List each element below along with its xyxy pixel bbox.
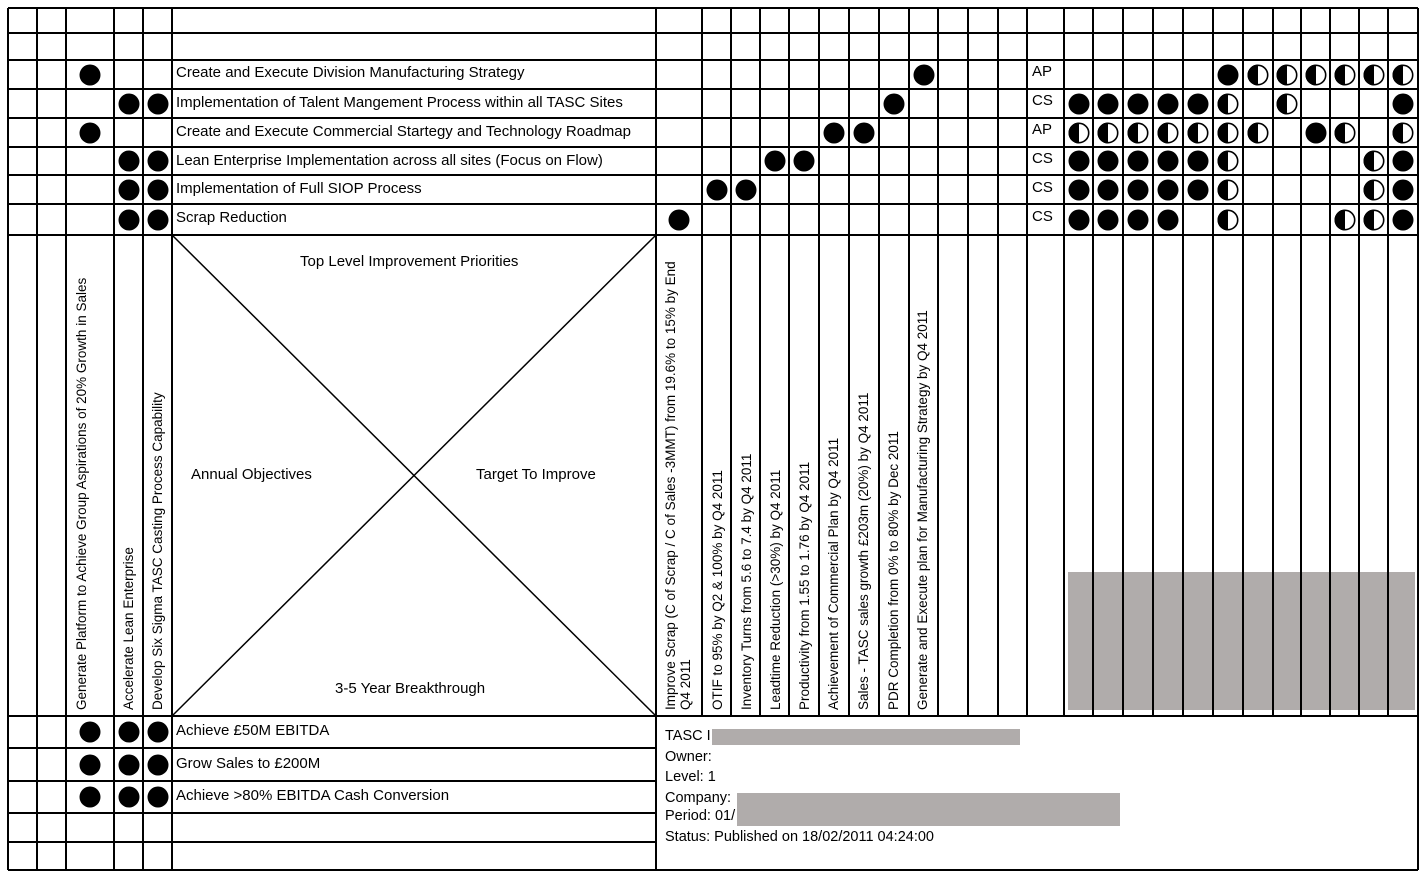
grid-line-h	[8, 812, 656, 814]
annual-objective-label: Grow Sales to £200M	[176, 755, 321, 772]
full-circle-mark	[1096, 178, 1120, 202]
target-label: Achievement of Commercial Plan by Q4 2011	[826, 437, 841, 710]
half-circle-mark	[1333, 208, 1357, 232]
full-circle-mark	[146, 720, 170, 744]
full-circle-mark	[763, 149, 787, 173]
full-circle-mark	[1096, 208, 1120, 232]
half-circle-mark	[1067, 121, 1091, 145]
full-circle-mark	[117, 785, 141, 809]
target-label: OTIF to 95% by Q2 & 100% by Q4 2011	[710, 470, 725, 710]
full-circle-mark	[78, 121, 102, 145]
target-label: Sales - TASC sales growth £203m (20%) by Q4 2011	[856, 392, 871, 710]
grid-line-h	[8, 203, 1418, 205]
info-level: Level: 1	[665, 769, 716, 785]
full-circle-mark	[117, 178, 141, 202]
full-circle-mark	[734, 178, 758, 202]
full-circle-mark	[852, 121, 876, 145]
full-circle-mark	[882, 92, 906, 116]
target-label: Inventory Turns from 5.6 to 7.4 by Q4 2011	[739, 453, 754, 710]
priority-label: Implementation of Talent Mangement Process within all TASC Sites	[176, 94, 623, 111]
full-circle-mark	[1186, 92, 1210, 116]
target-label: Productivity from 1.55 to 1.76 by Q4 2011	[797, 461, 812, 710]
grid-line-v	[655, 716, 657, 870]
full-circle-mark	[78, 785, 102, 809]
half-circle-mark	[1391, 121, 1415, 145]
owner-code: CS	[1032, 92, 1053, 109]
full-circle-mark	[1096, 149, 1120, 173]
full-circle-mark	[1391, 208, 1415, 232]
target-label: PDR Completion from 0% to 80% by Dec 2011	[886, 431, 901, 710]
grid-line-v	[967, 8, 969, 716]
grid-line-v	[908, 8, 910, 716]
full-circle-mark	[146, 149, 170, 173]
full-circle-mark	[822, 121, 846, 145]
breakthrough-label: Generate Platform to Achieve Group Aspirations of 20% Growth in Sales	[74, 277, 89, 710]
grid-line-v	[878, 8, 880, 716]
grid-line-v	[1242, 8, 1244, 716]
grid-line-h	[8, 88, 1418, 90]
priority-label: Create and Execute Commercial Startegy and Technology Roadmap	[176, 123, 631, 140]
owner-code: CS	[1032, 208, 1053, 225]
full-circle-mark	[1126, 178, 1150, 202]
half-circle-mark	[1362, 208, 1386, 232]
half-circle-mark	[1216, 178, 1240, 202]
half-circle-mark	[1126, 121, 1150, 145]
info-panel	[665, 726, 934, 847]
full-circle-mark	[146, 753, 170, 777]
half-circle-mark	[1333, 121, 1357, 145]
half-circle-mark	[1275, 63, 1299, 87]
info-owner: Owner:	[665, 748, 712, 765]
info-name: TASC I	[665, 728, 711, 744]
full-circle-mark	[1067, 92, 1091, 116]
full-circle-mark	[1126, 208, 1150, 232]
full-circle-mark	[1186, 178, 1210, 202]
full-circle-mark	[1156, 92, 1180, 116]
priority-label: Scrap Reduction	[176, 209, 287, 226]
corner-top-label: Top Level Improvement Priorities	[300, 253, 519, 270]
grid-line-v	[1092, 8, 1094, 716]
target-label: Generate and Execute plan for Manufacturing Strategy by Q4 2011	[915, 310, 930, 710]
full-circle-mark	[1156, 149, 1180, 173]
priority-label: Implementation of Full SIOP Process	[176, 180, 422, 197]
grid-line-v	[36, 8, 38, 870]
grid-line-h	[8, 234, 1418, 236]
full-circle-mark	[78, 720, 102, 744]
grid-line-v	[1063, 8, 1065, 716]
grid-line-v	[1329, 8, 1331, 716]
half-circle-mark	[1096, 121, 1120, 145]
full-circle-mark	[667, 208, 691, 232]
half-circle-mark	[1246, 121, 1270, 145]
half-circle-mark	[1156, 121, 1180, 145]
owner-code: AP	[1032, 63, 1053, 80]
owner-code: AP	[1032, 121, 1053, 138]
grid-line-h	[656, 715, 1418, 717]
grid-line-v	[65, 8, 67, 870]
info-company: Company:	[665, 789, 732, 806]
grid-line-h	[8, 174, 1418, 176]
full-circle-mark	[1067, 149, 1091, 173]
grid-line-v	[788, 8, 790, 716]
full-circle-mark	[1391, 92, 1415, 116]
full-circle-mark	[146, 208, 170, 232]
grid-line-v	[848, 8, 850, 716]
corner-bottom-label: 3-5 Year Breakthrough	[335, 680, 486, 697]
half-circle-mark	[1304, 63, 1328, 87]
grid-line-h	[8, 146, 1418, 148]
half-circle-mark	[1216, 121, 1240, 145]
grid-line-v	[701, 8, 703, 716]
info-period: Period: 01/	[665, 808, 736, 824]
grid-line-v	[1272, 8, 1274, 716]
half-circle-mark	[1362, 149, 1386, 173]
full-circle-mark	[792, 149, 816, 173]
half-circle-mark	[1216, 92, 1240, 116]
breakthrough-label: Accelerate Lean Enterprise	[121, 547, 136, 710]
grid-line-v	[759, 8, 761, 716]
half-circle-mark	[1362, 178, 1386, 202]
target-label: Leadtime Reduction (>30%) by Q4 2011	[768, 469, 783, 710]
full-circle-mark	[1126, 149, 1150, 173]
half-circle-mark	[1391, 63, 1415, 87]
corner-left-label: Annual Objectives	[191, 466, 312, 483]
grid-line-v	[1152, 8, 1154, 716]
grid-line-v	[1417, 8, 1419, 716]
full-circle-mark	[146, 178, 170, 202]
grid-line-v	[730, 8, 732, 716]
half-circle-mark	[1333, 63, 1357, 87]
grid-line-v	[1300, 8, 1302, 716]
grid-line-v	[113, 8, 115, 870]
grid-line-v	[171, 8, 173, 870]
annual-objective-label: Achieve £50M EBITDA	[176, 722, 330, 739]
half-circle-mark	[1186, 121, 1210, 145]
full-circle-mark	[912, 63, 936, 87]
grid-line-h	[8, 747, 656, 749]
grid-line-v	[818, 8, 820, 716]
full-circle-mark	[117, 208, 141, 232]
full-circle-mark	[117, 720, 141, 744]
priority-label: Create and Execute Division Manufacturing Strategy	[176, 64, 525, 81]
full-circle-mark	[117, 92, 141, 116]
full-circle-mark	[1391, 178, 1415, 202]
full-circle-mark	[1096, 92, 1120, 116]
full-circle-mark	[78, 63, 102, 87]
half-circle-mark	[1362, 63, 1386, 87]
priority-label: Lean Enterprise Implementation across all sites (Focus on Flow)	[176, 152, 603, 169]
grid-line-h	[8, 32, 1418, 34]
half-circle-mark	[1216, 208, 1240, 232]
owner-code: CS	[1032, 150, 1053, 167]
corner-right-label: Target To Improve	[476, 466, 596, 483]
full-circle-mark	[1156, 208, 1180, 232]
half-circle-mark	[1246, 63, 1270, 87]
breakthrough-label: Develop Six Sigma TASC Casting Process Capability	[150, 392, 165, 710]
info-status: Status: Published on 18/02/2011 04:24:00	[665, 828, 935, 845]
full-circle-mark	[705, 178, 729, 202]
full-circle-mark	[117, 149, 141, 173]
grid-line-v	[997, 8, 999, 716]
grid-line-v	[1122, 8, 1124, 716]
full-circle-mark	[146, 785, 170, 809]
grid-line-h	[8, 841, 656, 843]
grid-line-v	[1212, 8, 1214, 716]
grid-line-v	[655, 8, 657, 716]
full-circle-mark	[117, 753, 141, 777]
grid-line-v	[937, 8, 939, 716]
grid-line-h	[8, 869, 656, 871]
full-circle-mark	[1126, 92, 1150, 116]
grid-line-h	[8, 59, 1418, 61]
grid-line-v	[7, 8, 9, 870]
full-circle-mark	[1391, 149, 1415, 173]
grid-line-h	[8, 117, 1418, 119]
owner-code: CS	[1032, 179, 1053, 196]
full-circle-mark	[1304, 121, 1328, 145]
full-circle-mark	[1216, 63, 1240, 87]
full-circle-mark	[1156, 178, 1180, 202]
grid-line-v	[142, 8, 144, 870]
grid-line-v	[1358, 8, 1360, 716]
grid-line-v	[1387, 8, 1389, 716]
grid-line-v	[1182, 8, 1184, 716]
grid-line-h	[8, 7, 1418, 9]
full-circle-mark	[1186, 149, 1210, 173]
grid-line-v	[1026, 8, 1028, 716]
half-circle-mark	[1275, 92, 1299, 116]
full-circle-mark	[146, 92, 170, 116]
grid-line-h	[8, 780, 656, 782]
target-label: Improve Scrap (C of Scrap / C of Sales -3MMT) from 19.6% to 15% by End Q4 2011	[663, 261, 693, 710]
full-circle-mark	[78, 753, 102, 777]
half-circle-mark	[1216, 149, 1240, 173]
full-circle-mark	[1067, 178, 1091, 202]
annual-objective-label: Achieve >80% EBITDA Cash Conversion	[176, 787, 450, 804]
grid-line-h	[8, 715, 656, 717]
full-circle-mark	[1067, 208, 1091, 232]
